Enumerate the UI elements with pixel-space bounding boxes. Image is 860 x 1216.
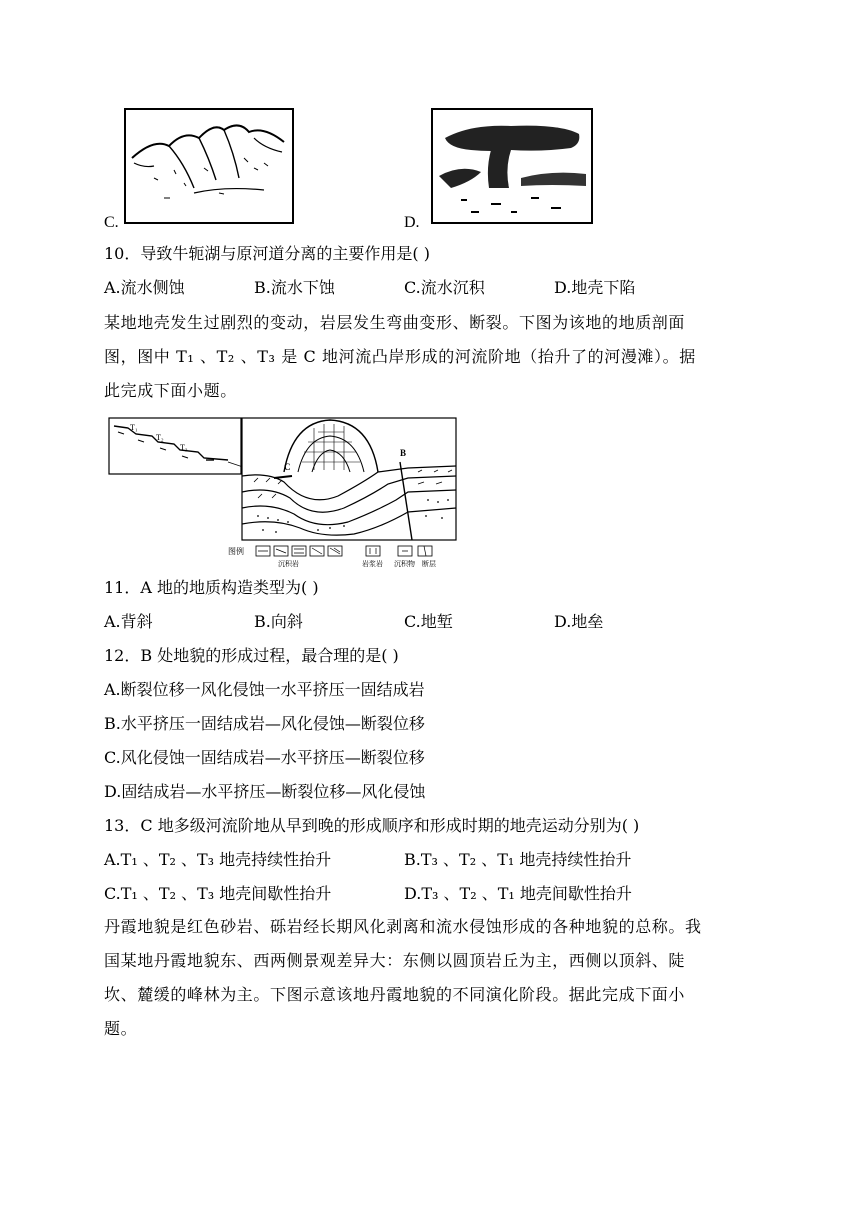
- q13-option-c: C.T₁ 、T₂ 、T₃ 地壳间歇性抬升: [104, 884, 332, 903]
- q12-option-c: C.风化侵蚀一固结成岩—水平挤压—断裂位移: [104, 748, 425, 767]
- question-12-stem: 12．B 处地貌的形成过程，最合理的是( ): [104, 646, 399, 665]
- passage-2-line: 国某地丹霞地貌东、西两侧景观差异大：东侧以圆顶岩丘为主，西侧以顶斜、陡: [104, 951, 686, 970]
- q10-option-a: A.流水侧蚀: [104, 278, 185, 297]
- q10-option-b: B.流水下蚀: [254, 278, 335, 297]
- legend-magmatic: 岩浆岩: [362, 560, 383, 568]
- q11-option-a: A.背斜: [104, 612, 153, 631]
- figure-d-label: D.: [404, 214, 420, 231]
- passage-1: [104, 306, 756, 408]
- legend-fault: 断层: [422, 560, 436, 568]
- passage-2-line: 丹霞地貌是红色砂岩、砾岩经长期风化剥离和流水侵蚀形成的各种地貌的总称。我: [104, 917, 702, 936]
- question-11-stem: 11．A 地的地质构造类型为( ): [104, 578, 319, 597]
- passage-1-line: 某地地壳发生过剧烈的变动，岩层发生弯曲变形、断裂。下图为该地的地质剖面: [104, 313, 686, 332]
- terrace-t3-label: T₃: [180, 443, 188, 452]
- passage-2-line: 坎、麓缓的峰林为主。下图示意该地丹霞地貌的不同演化阶段。据此完成下面小: [104, 985, 686, 1004]
- q11-option-b: B.向斜: [254, 612, 303, 631]
- question-10-stem: 10．导致牛轭湖与原河道分离的主要作用是( ): [104, 244, 430, 263]
- q12-option-b: B.水平挤压一固结成岩—风化侵蚀—断裂位移: [104, 714, 425, 733]
- legend-sedimentary: 沉积岩: [278, 560, 299, 568]
- legend-title: 图例: [228, 547, 244, 556]
- q13-option-d: D.T₃ 、T₂ 、T₁ 地壳间歇性抬升: [404, 884, 632, 903]
- q12-option-d: D.固结成岩—水平挤压—断裂位移—风化侵蚀: [104, 782, 426, 801]
- figure-c-label: C.: [104, 214, 119, 231]
- terrace-t2-label: T₂: [156, 433, 164, 442]
- geological-cross-section: [108, 412, 458, 570]
- q10-option-c: C.流水沉积: [404, 278, 485, 297]
- q12-option-a: A.断裂位移一风化侵蚀一水平挤压一固结成岩: [104, 680, 425, 699]
- q11-option-d: D.地垒: [554, 612, 604, 631]
- passage-2-line: 题。: [104, 1019, 138, 1038]
- passage-1-line: 此完成下面小题。: [104, 381, 237, 400]
- passage-2: [104, 910, 756, 1046]
- figure-c-sand-dunes: [124, 108, 294, 224]
- q13-option-a: A.T₁ 、T₂ 、T₃ 地壳持续性抬升: [104, 850, 332, 869]
- q10-option-d: D.地壳下陷: [554, 278, 636, 297]
- question-13-stem: 13．C 地多级河流阶地从早到晚的形成顺序和形成时期的地壳运动分别为( ): [104, 816, 640, 835]
- q13-option-b: B.T₃ 、T₂ 、T₁ 地壳持续性抬升: [404, 850, 632, 869]
- figure-d-mushroom-rock: [431, 108, 593, 224]
- passage-1-line: 图，图中 T₁ 、T₂ 、T₃ 是 C 地河流凸岸形成的河流阶地（抬升了的河漫滩）。据: [104, 347, 696, 366]
- q11-option-c: C.地堑: [404, 612, 453, 631]
- terrace-t1-label: T₁: [130, 423, 138, 432]
- legend-deposit: 沉积物: [394, 560, 415, 568]
- location-c-label: C: [284, 462, 291, 472]
- location-b-label: B: [400, 448, 407, 458]
